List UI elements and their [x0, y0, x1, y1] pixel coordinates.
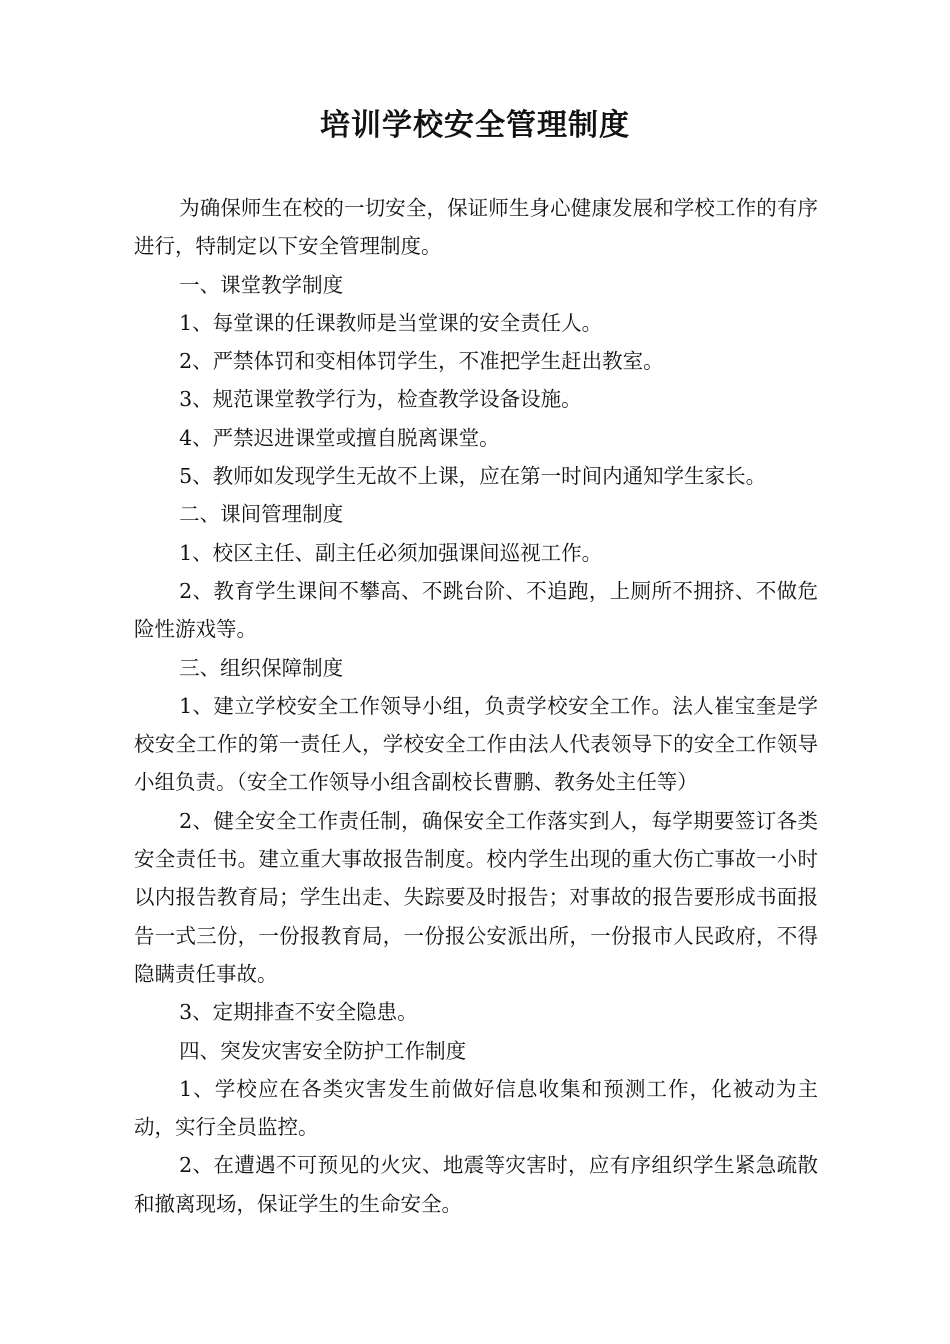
section-heading-2: 二、课间管理制度 — [179, 502, 344, 527]
paragraph-2-2: 2、教育学生课间不攀高、不跳台阶、不追跑，上厕所不拥挤、不做危险性游戏等。 — [134, 578, 818, 642]
paragraph-1-5: 5、教师如发现学生无故不上课，应在第一时间内通知学生家长。 — [179, 464, 767, 489]
section-heading-4: 四、突发灾害安全防护工作制度 — [179, 1038, 467, 1063]
document-body — [134, 189, 818, 1223]
paragraph-3-2: 2、健全安全工作责任制，确保安全工作落实到人，每学期要签订各类安全责任书。建立重大事故报告制度。校内学生出现的重大伤亡事故一小时以内报告教育局；学生出走、失踪要及时报告；对事故的报告要形成书面报告一式三份，一份报教育局，一份报公安派出所，一份报市人民政府，不得隐瞒责任事故。 — [134, 808, 818, 986]
paragraph-2-1: 1、校区主任、副主任必须加强课间巡视工作。 — [179, 540, 603, 565]
document-title: 培训学校安全管理制度 — [320, 108, 630, 143]
paragraph-3-1: 1、建立学校安全工作领导小组，负责学校安全工作。法人崔宝奎是学校安全工作的第一责任人，学校安全工作由法人代表领导下的安全工作领导小组负责。（安全工作领导小组含副校长曹鹏、教务处主任等） — [134, 693, 818, 795]
paragraph-4-1: 1、学校应在各类灾害发生前做好信息收集和预测工作，化被动为主动，实行全员监控。 — [134, 1076, 818, 1140]
section-heading-1: 一、课堂教学制度 — [179, 272, 344, 297]
paragraph-3-3: 3、定期排查不安全隐患。 — [179, 1000, 418, 1025]
intro-paragraph: 为确保师生在校的一切安全，保证师生身心健康发展和学校工作的有序进行，特制定以下安全管理制度。 — [134, 196, 818, 259]
paragraph-1-1: 1、每堂课的任课教师是当堂课的安全责任人。 — [179, 310, 603, 335]
paragraph-1-3: 3、规范课堂教学行为，检查教学设备设施。 — [179, 387, 582, 412]
section-heading-3: 三、组织保障制度 — [179, 655, 344, 680]
paragraph-4-2: 2、在遭遇不可预见的火灾、地震等灾害时，应有序组织学生紧急疏散和撤离现场，保证学生的生命安全。 — [134, 1153, 818, 1216]
paragraph-1-2: 2、严禁体罚和变相体罚学生，不准把学生赶出教室。 — [179, 349, 664, 374]
paragraph-1-4: 4、严禁迟进课堂或擅自脱离课堂。 — [179, 425, 500, 450]
